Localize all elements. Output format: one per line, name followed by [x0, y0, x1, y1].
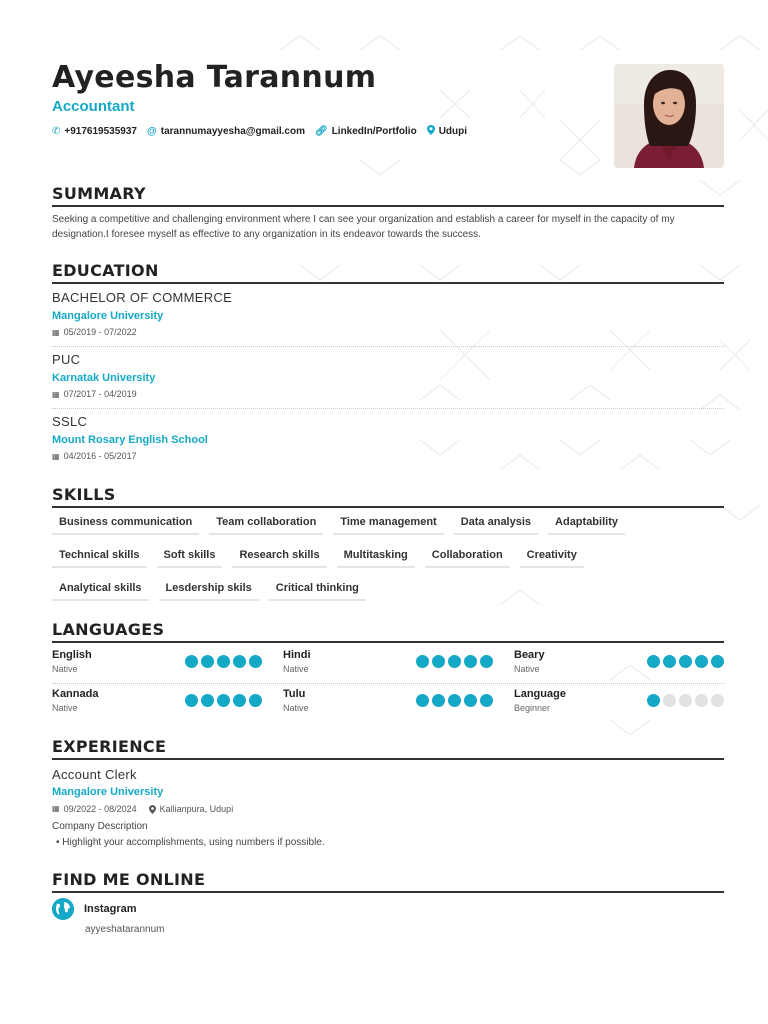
candidate-name: Ayeesha Tarannum [52, 60, 377, 95]
education-dates [52, 450, 724, 463]
rating-dot [480, 655, 493, 668]
rating-dot [448, 694, 461, 707]
calendar-icon: ▦ [52, 390, 60, 399]
skill-tag: Collaboration [425, 545, 510, 568]
language-level: Native [283, 664, 309, 674]
rating-dot [217, 655, 230, 668]
rating-dot [233, 655, 246, 668]
education-school: Mangalore University [52, 310, 164, 322]
education-heading: EDUCATION [52, 261, 724, 284]
bullet-icon: • [56, 837, 63, 848]
rating-dot [663, 655, 676, 668]
skill-tag: Lesdership skils [159, 578, 259, 601]
online-label: Instagram [84, 903, 137, 915]
job-company: Mangalore University [52, 786, 164, 798]
skill-tag: Analytical skills [52, 578, 149, 601]
skills-row [52, 578, 724, 601]
phone-text: +917619535937 [64, 126, 137, 137]
at-icon: @ [146, 126, 157, 137]
online-profile[interactable] [52, 898, 724, 935]
skill-tag: Team collaboration [209, 512, 323, 535]
language-item [283, 648, 493, 678]
education-school: Karnatak University [52, 372, 156, 384]
language-name: Beary [514, 649, 545, 661]
education-item [52, 413, 724, 463]
language-item [283, 687, 493, 717]
experience-item [52, 766, 724, 850]
calendar-icon: ▦ [52, 328, 60, 337]
contact-location [427, 125, 467, 138]
skill-tag: Technical skills [52, 545, 147, 568]
skill-tag: Creativity [520, 545, 584, 568]
job-location-text: Kallianpura, Udupi [159, 804, 234, 814]
job-dates [52, 802, 137, 816]
rating-dot [416, 694, 429, 707]
rating-dot [233, 694, 246, 707]
calendar-icon: ▦ [52, 804, 60, 813]
contact-phone[interactable] [52, 125, 137, 138]
link-text: LinkedIn/Portfolio [331, 126, 417, 137]
skills-row [52, 545, 724, 568]
education-dates-text: 07/2017 - 04/2019 [63, 389, 137, 399]
location-text: Udupi [438, 126, 468, 137]
online-heading: FIND ME ONLINE [52, 870, 724, 893]
globe-icon [52, 898, 74, 920]
divider [52, 408, 724, 409]
rating-dot [679, 694, 692, 707]
rating-dot [464, 694, 477, 707]
rating-dot [647, 655, 660, 668]
language-rating [647, 694, 724, 707]
job-bullet [52, 835, 724, 850]
rating-dot [416, 655, 429, 668]
rating-dot [647, 694, 660, 707]
skills-row [52, 512, 724, 535]
contact-email[interactable] [147, 125, 305, 138]
skill-tag: Soft skills [157, 545, 223, 568]
skills-heading: SKILLS [52, 485, 724, 508]
job-dates-text: 09/2022 - 08/2024 [63, 804, 137, 814]
language-rating [185, 694, 262, 707]
skill-tag: Time management [333, 512, 443, 535]
language-item [514, 648, 724, 678]
rating-dot [695, 694, 708, 707]
language-name: English [52, 649, 92, 661]
education-item [52, 289, 724, 339]
location-pin-icon [149, 805, 156, 814]
rating-dot [432, 694, 445, 707]
skill-tag: Adaptability [548, 512, 625, 535]
divider [52, 683, 724, 684]
job-meta [52, 802, 724, 816]
education-degree: SSLC [52, 414, 88, 429]
language-rating [416, 655, 493, 668]
education-item [52, 351, 724, 401]
education-dates [52, 388, 724, 401]
rating-dot [448, 655, 461, 668]
skill-tag: Critical thinking [269, 578, 366, 601]
link-icon: 🔗︎ [314, 126, 328, 137]
summary-heading: SUMMARY [52, 184, 724, 207]
language-level: Native [52, 703, 78, 713]
online-handle[interactable]: ayyeshatarannum [85, 924, 165, 935]
rating-dot [201, 655, 214, 668]
rating-dot [185, 655, 198, 668]
rating-dot [480, 694, 493, 707]
skills-list [52, 512, 724, 611]
languages-heading: LANGUAGES [52, 620, 724, 643]
online-row [52, 898, 724, 920]
rating-dot [663, 694, 676, 707]
rating-dot [185, 694, 198, 707]
education-dates-text: 04/2016 - 05/2017 [63, 451, 137, 461]
job-location [149, 802, 234, 816]
education-dates-text: 05/2019 - 07/2022 [63, 327, 137, 337]
rating-dot [249, 655, 262, 668]
language-item [52, 687, 262, 717]
experience-heading: EXPERIENCE [52, 737, 724, 760]
contact-bar [52, 125, 592, 138]
job-title: Account Clerk [52, 767, 137, 782]
job-bullet-text: Highlight your accomplishments, using numbers if possible. [62, 837, 325, 848]
language-level: Native [52, 664, 78, 674]
education-dates [52, 326, 724, 339]
email-text: tarannumayyesha@gmail.com [160, 126, 305, 137]
skill-tag: Data analysis [454, 512, 538, 535]
language-name: Kannada [52, 688, 99, 700]
rating-dot [432, 655, 445, 668]
language-rating [416, 694, 493, 707]
rating-dot [679, 655, 692, 668]
candidate-role: Accountant [52, 98, 135, 115]
language-level: Native [514, 664, 540, 674]
rating-dot [249, 694, 262, 707]
contact-link[interactable] [315, 125, 417, 138]
resume-header [52, 58, 592, 138]
rating-dot [464, 655, 477, 668]
profile-photo [614, 64, 724, 168]
skill-tag: Business communication [52, 512, 199, 535]
divider [52, 346, 724, 347]
language-item [514, 687, 724, 717]
rating-dot [711, 655, 724, 668]
rating-dot [711, 694, 724, 707]
calendar-icon: ▦ [52, 452, 60, 461]
language-rating [647, 655, 724, 668]
rating-dot [217, 694, 230, 707]
language-item [52, 648, 262, 678]
rating-dot [695, 655, 708, 668]
language-level: Native [283, 703, 309, 713]
company-description: Company Description [52, 821, 148, 832]
language-name: Language [514, 688, 566, 700]
rating-dot [201, 694, 214, 707]
language-name: Hindi [283, 649, 311, 661]
skill-tag: Research skills [232, 545, 326, 568]
education-degree: PUC [52, 352, 81, 367]
language-level: Beginner [514, 703, 551, 713]
phone-icon: ✆ [52, 126, 61, 137]
education-school: Mount Rosary English School [52, 434, 208, 446]
skill-tag: Multitasking [337, 545, 415, 568]
language-rating [185, 655, 262, 668]
education-degree: BACHELOR OF COMMERCE [52, 290, 233, 305]
summary-text: Seeking a competitive and challenging environment where I can see your organization and establish a career for myself in the capacity of my designation.I foresee myself as effective to any organization in its endeavor towards the success. [52, 214, 675, 240]
language-name: Tulu [283, 688, 306, 700]
location-pin-icon [427, 125, 435, 138]
